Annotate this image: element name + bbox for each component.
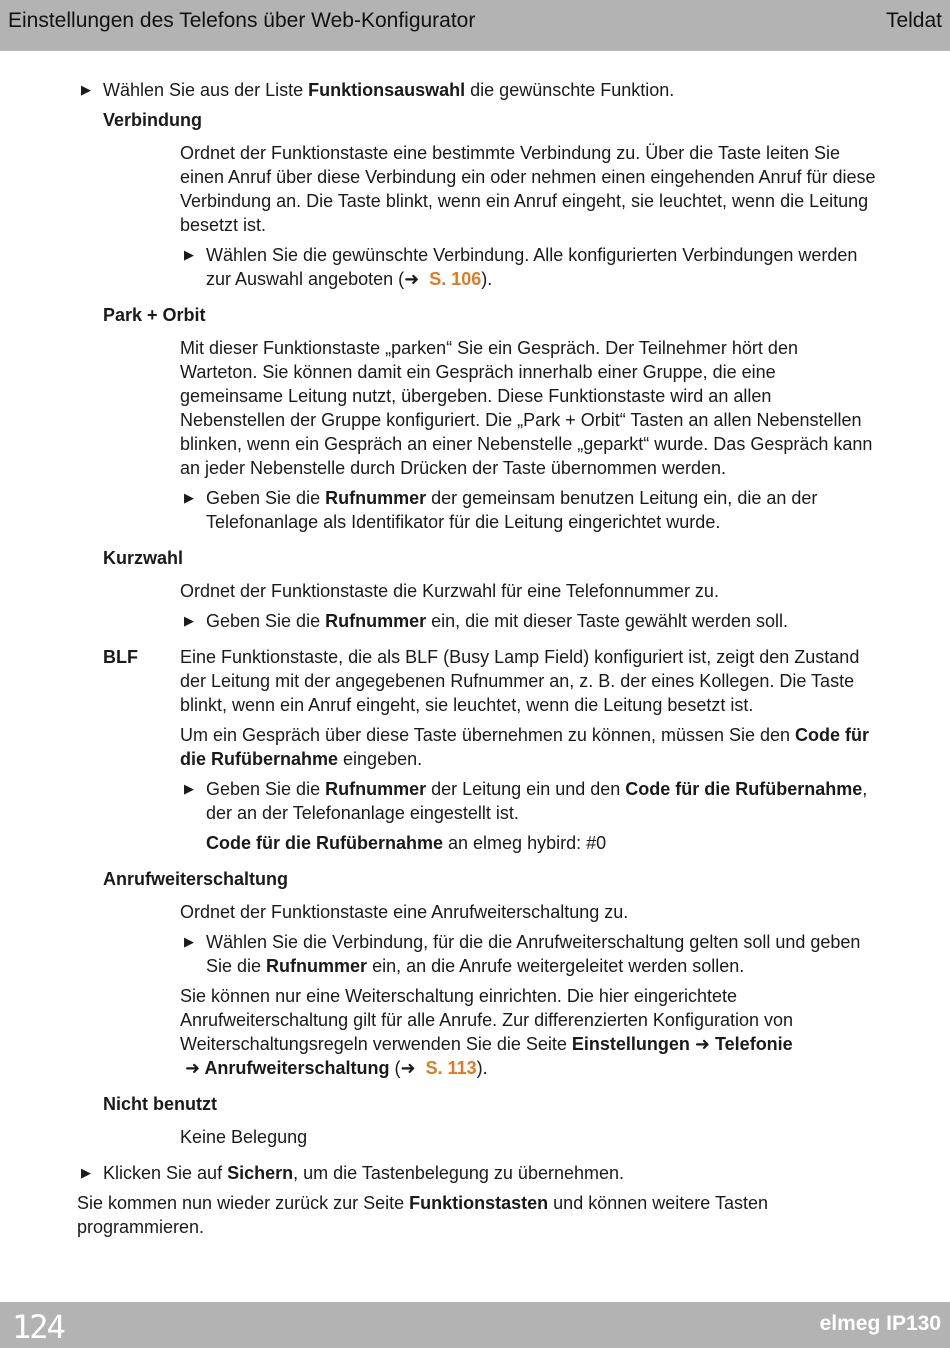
triangle-right-icon: ▶ [184, 934, 194, 949]
term-blf: BLF [103, 647, 138, 667]
step-kurzwahl: ▶ Geben Sie die Rufnummer ein, die mit dieser Taste gewählt werden soll. [184, 611, 788, 631]
desc-anrufweiterschaltung: Ordnet der Funktionstaste eine Anrufweiterschaltung zu. [180, 902, 629, 922]
desc-verbindung: Ordnet der Funktionstaste eine bestimmte Verbindung zu. Über die Taste leiten Sie einen Anruf über diese Verbindung ein oder nehmen einen eingehenden Anruf für diese Verbindung an. Die Taste blinkt, wenn ein Anruf eingeht, sie leuchtet, wenn die Leitung besetzt ist. [180, 143, 876, 235]
intro-step: ▶ Wählen Sie aus der Liste Funktionsauswahl die gewünschte Funktion. [81, 80, 675, 100]
page-ref-link[interactable]: S. 113 [425, 1058, 477, 1078]
page-ref-link[interactable]: S. 106 [429, 269, 482, 289]
note-blf: Code für die Rufübernahme an elmeg hybird: #0 [206, 833, 607, 853]
triangle-right-icon: ▶ [184, 490, 194, 505]
document-body [77, 78, 877, 1239]
triangle-right-icon: ▶ [184, 613, 194, 628]
arrow-right-icon: ➜ [185, 1058, 205, 1078]
step-verbindung: ▶ Wählen Sie die gewünschte Verbindung. Alle konfigurierten Verbindungen werden zur Auswahl angeboten (➜ S. 106). [184, 245, 858, 289]
triangle-right-icon: ▶ [184, 247, 194, 262]
desc-nicht-benutzt: Keine Belegung [180, 1127, 308, 1147]
triangle-right-icon: ▶ [184, 781, 194, 796]
term-park-orbit: Park + Orbit [103, 305, 206, 325]
triangle-right-icon: ▶ [81, 1165, 91, 1180]
menu-path-link: Anrufweiterschaltung [204, 1058, 390, 1078]
arrow-right-icon: ➜ [400, 1058, 416, 1078]
page-number: 124 [12, 1308, 64, 1346]
arrow-right-icon: ➜ [689, 1034, 716, 1054]
term-verbindung: Verbindung [103, 110, 202, 130]
triangle-right-icon: ▶ [81, 82, 91, 97]
final-step: ▶ Klicken Sie auf Sichern, um die Tastenbelegung zu übernehmen. [81, 1163, 625, 1183]
desc-park-orbit: Mit dieser Funktionstaste „parken“ Sie ein Gespräch. Der Teilnehmer hört den Warteton. Sie können damit ein Gespräch innerhalb einer Gruppe, die eine gemeinsame Leitung nutzt, übergeben. Diese Funktionstaste wird an allen Nebenstellen der Gruppe konfiguriert. Die „Park + Orbit“ Tasten an allen Nebenstellen blinken, wenn ein Gespräch an einer Nebenstelle „geparkt“ wurde. Das Gespräch kann an jeder Nebenstelle durch Drücken der Taste übernommen werden. [180, 338, 873, 478]
step-blf: ▶ Geben Sie die Rufnummer der Leitung ein und den Code für die Rufübernahme, der an der Telefonanlage eingestellt ist. [184, 779, 868, 823]
page-footer [0, 1302, 950, 1348]
page-header [0, 0, 950, 51]
step-anrufweiterschaltung: ▶ Wählen Sie die Verbindung, für die die Anrufweiterschaltung gelten soll und geben Sie die Rufnummer ein, an die Anrufe weitergeleitet werden sollen. [184, 932, 861, 976]
term-kurzwahl: Kurzwahl [103, 548, 184, 568]
desc-blf: Eine Funktionstaste, die als BLF (Busy Lamp Field) konfiguriert ist, zeigt den Zustand der Leitung mit der angegebenen Rufnummer an, z. B. der eines Kollegen. Die Taste blinkt, wenn ein Anruf eingeht, sie leuchtet, wenn die Leitung besetzt ist. [180, 647, 860, 715]
step-park-orbit: ▶ Geben Sie die Rufnummer der gemeinsam benutzen Leitung ein, die an der Telefonanlage als Identifikator für die Leitung eingerichtet wurde. [184, 488, 818, 532]
blf-section [103, 645, 877, 717]
header-title: Einstellungen des Telefons über Web-Konfigurator [8, 9, 476, 32]
arrow-right-icon: ➜ [404, 269, 420, 289]
para-anrufweiterschaltung: Sie können nur eine Weiterschaltung einrichten. Die hier eingerichtete Anrufweiterschaltung gilt für alle Anrufe. Zur differenzierten Konfiguration von Weiterschaltungsregeln verwenden Sie die Seite Einstellungen ➜ Telefonie ➜ Anrufweiterschaltung (➜ S. 113). [180, 986, 794, 1078]
closing-text: Sie kommen nun wieder zurück zur Seite Funktionstasten und können weitere Tasten programmieren. [77, 1193, 768, 1237]
desc-blf-code: Um ein Gespräch über diese Taste übernehmen zu können, müssen Sie den Code für die Rufübernahme eingeben. [180, 725, 870, 769]
term-nicht-benutzt: Nicht benutzt [103, 1094, 217, 1114]
term-anrufweiterschaltung: Anrufweiterschaltung [103, 869, 289, 889]
product-name: elmeg IP130 [819, 1312, 941, 1335]
desc-kurzwahl: Ordnet der Funktionstaste die Kurzwahl für eine Telefonnummer zu. [180, 581, 719, 601]
header-brand: Teldat [885, 9, 942, 32]
